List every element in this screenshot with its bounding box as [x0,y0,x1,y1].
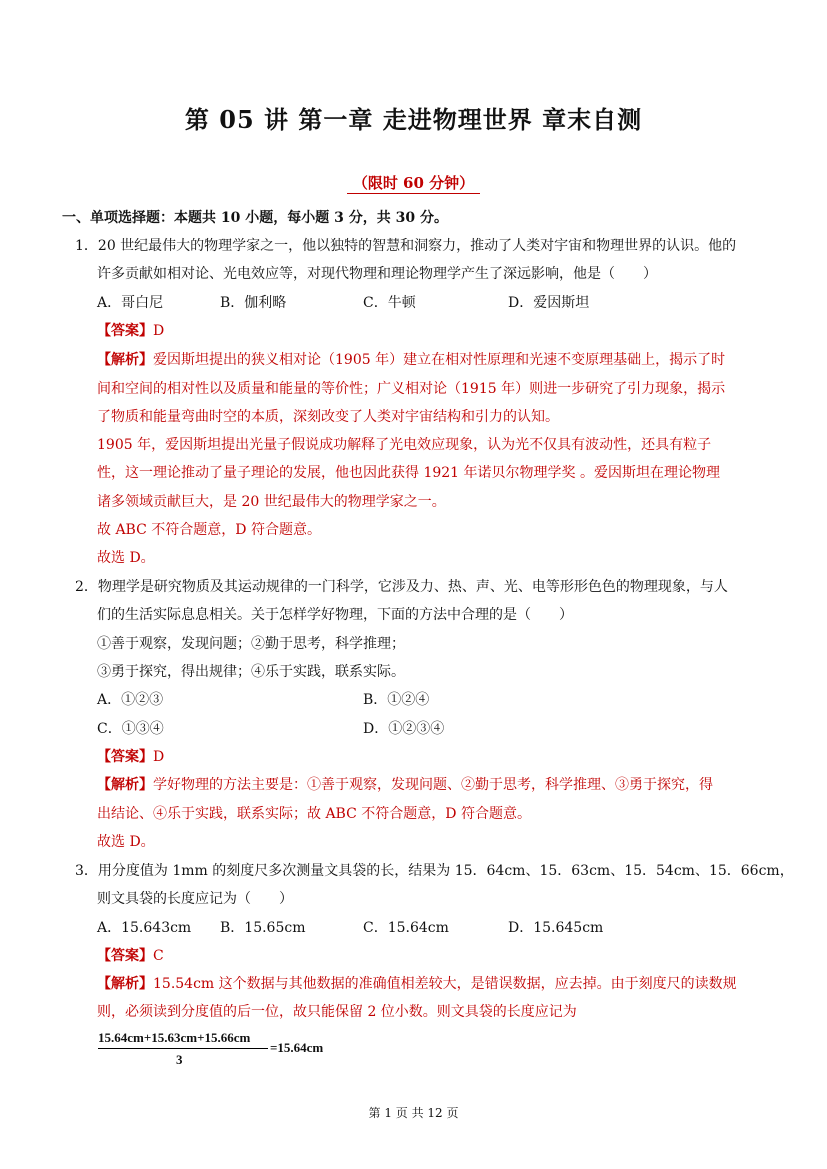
q3-stem-line-1: 3．用分度值为 1mm 的刻度尺多次测量文具袋的长，结果为 15．64cm、15．63cm、15．54cm、15．66cm， [75,863,794,879]
q1-option-b: B．伽利略 [220,295,287,311]
formula-numerator: 15.64cm+15.63cm+15.66cm [98,1030,251,1045]
q1-analysis-line-3: 了物质和能量弯曲时空的本质，深刻改变了人类对宇宙结构和引力的认知。 [97,409,559,425]
q1-answer-value: D [153,323,165,339]
q2-analysis-line-1 [97,774,777,794]
q2-conclusion: 故选 D。 [97,834,155,850]
q2-option-d: D．①②③④ [363,721,445,737]
q3-answer-value: C [153,948,164,964]
page-footer: 第 1 页 共 12 页 [368,1106,459,1120]
section-heading: 一、单项选择题：本题共 10 小题，每小题 3 分，共 30 分。 [62,210,448,226]
q3-stem-line-2: 则文具袋的长度应记为（ ） [97,891,293,907]
q1-conclusion-2: 故选 D。 [97,550,155,566]
q3-analysis-line-2: 则，必须读到分度值的后一位，故只能保留 2 位小数。则文具袋的长度应记为 [97,1004,577,1020]
q1-stem-line-1: 1．20 世纪最伟大的物理学家之一，他以独特的智慧和洞察力，推动了人类对宇宙和物理世界的认识。他的 [75,238,737,254]
q3-answer-tag: 【答案】 [97,948,153,964]
page-title: 第 05 讲 第一章 走进物理世界 章末自测 [184,105,643,134]
time-limit [0,172,827,193]
q3-analysis-line-1 [97,973,777,993]
q2-stem-line-1: 2．物理学是研究物质及其运动规律的一门科学，它涉及力、热、声、光、电等形形色色的物理现象，与人 [75,579,728,595]
q2-analysis-line-2: 出结论、④乐于实践，联系实际；故 ABC 不符合题意，D 符合题意。 [97,806,531,822]
q2-stem-line-3: ①善于观察，发现问题；②勤于思考，科学推理； [97,636,405,652]
q2-option-a: A．①②③ [97,692,164,708]
q2-answer [97,746,777,766]
q1-analysis-text-1: 爱因斯坦提出的狭义相对论（1905 年）建立在相对性原理和光速不变原理基础上，揭示了时 [153,352,726,368]
q1-answer [97,320,777,340]
q1-option-c: C．牛顿 [363,295,416,311]
q3-analysis-text-1: 15.54cm 这个数据与其他数据的准确值相差较大，是错误数据，应去掉。由于刻度尺的读数规 [153,976,737,992]
q2-answer-value: D [153,749,165,765]
time-limit-text: （限时 60 分钟） [347,174,480,194]
q1-analysis-line-5: 性，这一理论推动了量子理论的发展，他也因此获得 1921 年诺贝尔物理学奖 。爱因斯坦在理论物理 [97,465,720,481]
q1-answer-tag: 【答案】 [97,323,153,339]
q1-stem-line-2: 许多贡献如相对论、光电效应等，对现代物理和理论物理学产生了深远影响，他是（ ） [97,266,657,282]
q1-option-d: D．爱因斯坦 [508,295,590,311]
q1-analysis-line-2: 间和空间的相对性以及质量和能量的等价性；广义相对论（1915 年）则进一步研究了引力现象，揭示 [97,381,726,397]
formula-denominator: 3 [176,1052,183,1067]
q2-answer-tag: 【答案】 [97,749,153,765]
q3-option-b: B．15.65cm [220,920,306,936]
q2-option-b: B．①②④ [363,692,430,708]
q3-option-d: D．15.645cm [508,920,604,936]
q3-analysis-tag: 【解析】 [97,976,153,992]
q2-analysis-text-1: 学好物理的方法主要是：①善于观察，发现问题、②勤于思考，科学推理、③勇于探究，得 [153,777,713,793]
q3-option-c: C．15.64cm [363,920,449,936]
q1-option-a: A．哥白尼 [97,295,164,311]
q3-option-a: A．15.643cm [97,920,192,936]
q2-option-c: C．①③④ [97,721,164,737]
q2-stem-line-2: 们的生活实际息息相关。关于怎样学好物理，下面的方法中合理的是（ ） [97,607,573,623]
q1-analysis-line-6: 诸多领域贡献巨大，是 20 世纪最伟大的物理学家之一。 [97,494,446,510]
formula-result: =15.64cm [270,1040,324,1055]
q1-analysis-line-1 [97,349,777,369]
q2-analysis-tag: 【解析】 [97,777,153,793]
fraction-bar [98,1048,268,1049]
q2-stem-line-4: ③勇于探究，得出规律；④乐于实践，联系实际。 [97,664,405,680]
q1-conclusion-1: 故 ABC 不符合题意，D 符合题意。 [97,522,321,538]
q1-analysis-tag: 【解析】 [97,352,153,368]
q1-analysis-line-4: 1905 年，爱因斯坦提出光量子假说成功解释了光电效应现象，认为光不仅具有波动性，还具有粒子 [97,437,712,453]
q3-answer [97,945,777,965]
